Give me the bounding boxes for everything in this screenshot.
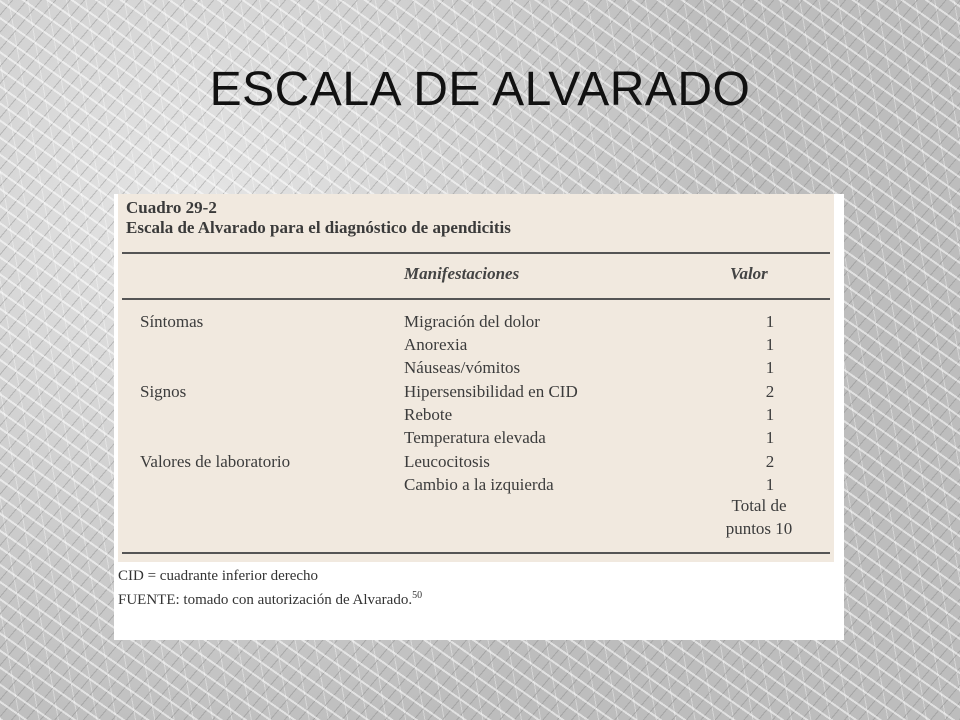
footnote-source — [118, 590, 422, 609]
header-manifestaciones: Manifestaciones — [404, 264, 520, 283]
table-row-valor: 1 — [765, 358, 775, 377]
header-rule — [122, 298, 830, 300]
table-row-manifestacion: Hipersensibilidad en CID — [404, 382, 578, 401]
table-row-manifestacion: Migración del dolor — [404, 312, 540, 331]
footnote-abbreviation: CID = cuadrante inferior derecho — [118, 568, 319, 584]
table-row-manifestacion: Cambio a la izquierda — [404, 475, 554, 494]
category-sintomas: Síntomas — [140, 312, 204, 331]
table-title: Escala de Alvarado para el diagnóstico de apendicitis — [126, 218, 511, 237]
top-rule — [122, 252, 830, 254]
table-row-valor: 1 — [765, 312, 775, 331]
category-laboratorio: Valores de laboratorio — [140, 452, 291, 471]
footnote-source-text: FUENTE: tomado con autorización de Alvarado. — [118, 592, 413, 608]
footnote-reference: 50 — [412, 590, 423, 601]
table-row-valor: 1 — [765, 475, 775, 494]
table-row-manifestacion: Anorexia — [404, 335, 468, 354]
table-row-manifestacion: Rebote — [404, 405, 453, 424]
header-valor: Valor — [730, 264, 768, 283]
table-image — [114, 194, 844, 640]
table-row-valor: 2 — [765, 452, 775, 471]
category-signos: Signos — [140, 382, 187, 401]
table-row-valor: 2 — [765, 382, 775, 401]
total-line-1: Total de — [731, 496, 787, 515]
table-body — [118, 194, 834, 562]
table-row-manifestacion: Temperatura elevada — [404, 428, 546, 447]
table-number: Cuadro 29-2 — [126, 198, 217, 217]
table-row-manifestacion: Náuseas/vómitos — [404, 358, 521, 377]
bottom-rule — [122, 552, 830, 554]
table-row-valor: 1 — [765, 405, 775, 424]
table-row-manifestacion: Leucocitosis — [404, 452, 490, 471]
total-points — [714, 494, 804, 540]
table-row-valor: 1 — [765, 335, 775, 354]
total-line-2: puntos 10 — [725, 519, 793, 538]
table-row-valor: 1 — [765, 428, 775, 447]
slide-title: ESCALA DE ALVARADO — [209, 63, 751, 116]
